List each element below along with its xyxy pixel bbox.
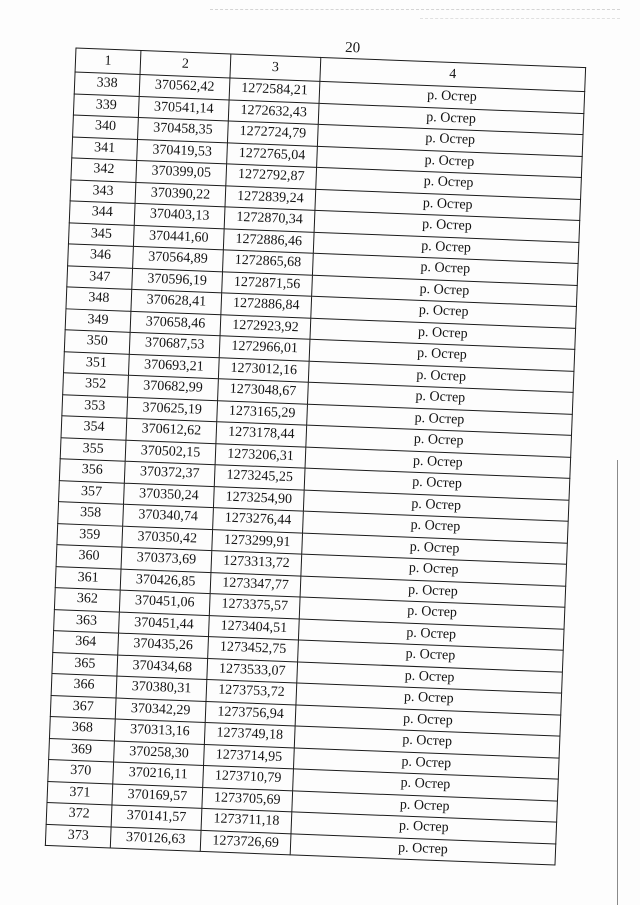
cell-col-1: 359	[57, 523, 123, 547]
cell-col-2: 370435,26	[118, 633, 209, 658]
cell-col-2: 370693,21	[128, 354, 219, 379]
cell-col-2: 370350,42	[122, 526, 213, 551]
cell-col-2: 370350,24	[124, 483, 215, 508]
cell-col-4: р. Остер	[302, 533, 568, 565]
cell-col-1: 358	[58, 502, 124, 526]
cell-col-3: 1273533,07	[207, 658, 298, 683]
cell-col-4: р. Остер	[291, 812, 557, 844]
cell-col-4: р. Остер	[290, 833, 556, 865]
cell-col-3: 1273705,69	[202, 787, 293, 812]
cell-col-1: 371	[47, 781, 113, 805]
cell-col-2: 370564,89	[133, 246, 224, 271]
cell-col-2: 370216,11	[113, 762, 204, 787]
cell-col-1: 342	[71, 158, 137, 182]
cell-col-4: р. Остер	[292, 790, 558, 822]
cell-col-4: р. Остер	[313, 232, 579, 264]
cell-col-3: 1273048,67	[218, 379, 309, 404]
cell-col-3: 1273749,18	[204, 722, 295, 747]
cell-col-4: р. Остер	[299, 597, 565, 629]
cell-col-2: 370441,60	[133, 225, 224, 250]
cell-col-1: 339	[73, 93, 139, 117]
cell-col-4: р. Остер	[308, 382, 574, 414]
cell-col-1: 367	[50, 695, 116, 719]
cell-col-1: 364	[53, 631, 119, 655]
cell-col-3: 1272584,21	[229, 78, 320, 103]
cell-col-3: 1272886,46	[223, 228, 314, 253]
cell-col-4: р. Остер	[309, 339, 575, 371]
cell-col-1: 372	[46, 802, 112, 826]
coordinates-table	[45, 48, 586, 866]
cell-col-1: 343	[70, 179, 136, 203]
cell-col-2: 370373,69	[121, 547, 212, 572]
cell-col-3: 1272871,56	[222, 271, 313, 296]
header-col-3: 3	[230, 54, 321, 81]
cell-col-1: 348	[66, 287, 132, 311]
cell-col-3: 1272923,92	[220, 314, 311, 339]
cell-col-3: 1273299,91	[212, 529, 303, 554]
header-col-4: 4	[320, 57, 586, 91]
cell-col-1: 357	[59, 480, 125, 504]
scan-edge-top-secondary	[420, 18, 620, 19]
cell-col-1: 340	[73, 115, 139, 139]
cell-col-2: 370596,19	[132, 268, 223, 293]
cell-col-2: 370390,22	[135, 182, 226, 207]
cell-col-1: 344	[69, 201, 135, 225]
cell-col-1: 355	[60, 437, 126, 461]
cell-col-4: р. Остер	[308, 361, 574, 393]
cell-col-3: 1272886,84	[221, 293, 312, 318]
cell-col-1: 354	[61, 416, 127, 440]
header-col-2: 2	[140, 51, 231, 78]
cell-col-4: р. Остер	[307, 404, 573, 436]
cell-col-2: 370451,06	[119, 590, 210, 615]
cell-col-1: 366	[51, 674, 117, 698]
cell-col-2: 370419,53	[137, 139, 228, 164]
cell-col-4: р. Остер	[318, 103, 584, 135]
cell-col-4: р. Остер	[293, 769, 559, 801]
cell-col-4: р. Остер	[305, 447, 571, 479]
cell-col-2: 370658,46	[130, 311, 221, 336]
cell-col-4: р. Остер	[298, 619, 564, 651]
cell-col-3: 1273710,79	[203, 765, 294, 790]
cell-col-2: 370141,57	[111, 805, 202, 830]
cell-col-4: р. Остер	[304, 468, 570, 500]
cell-col-4: р. Остер	[298, 640, 564, 672]
cell-col-1: 347	[67, 265, 133, 289]
cell-col-2: 370399,05	[136, 160, 227, 185]
header-col-1: 1	[75, 48, 141, 74]
scan-edge-right	[617, 460, 618, 905]
cell-col-4: р. Остер	[300, 576, 566, 608]
cell-col-2: 370169,57	[112, 783, 203, 808]
cell-col-2: 370342,29	[115, 698, 206, 723]
cell-col-2: 370434,68	[117, 655, 208, 680]
cell-col-3: 1273452,75	[208, 637, 299, 662]
cell-col-1: 353	[62, 394, 128, 418]
cell-col-2: 370625,19	[127, 397, 218, 422]
cell-col-1: 345	[68, 222, 134, 246]
cell-col-4: р. Остер	[315, 189, 581, 221]
cell-col-3: 1273206,31	[215, 443, 306, 468]
cell-col-4: р. Остер	[297, 661, 563, 693]
cell-col-1: 349	[65, 308, 131, 332]
cell-col-4: р. Остер	[294, 726, 560, 758]
cell-col-4: р. Остер	[303, 490, 569, 522]
cell-col-1: 373	[45, 824, 111, 848]
cell-col-2: 370451,44	[119, 612, 210, 637]
cell-col-3: 1273245,25	[214, 465, 305, 490]
cell-col-3: 1272865,68	[223, 250, 314, 275]
cell-col-1: 362	[54, 588, 120, 612]
cell-col-4: р. Остер	[293, 747, 559, 779]
cell-col-2: 370612,62	[126, 418, 217, 443]
cell-col-3: 1273276,44	[213, 508, 304, 533]
cell-col-4: р. Остер	[319, 81, 585, 113]
cell-col-2: 370458,35	[138, 117, 229, 142]
cell-col-1: 338	[74, 72, 140, 96]
cell-col-3: 1273714,95	[204, 744, 295, 769]
cell-col-2: 370687,53	[129, 332, 220, 357]
cell-col-1: 365	[52, 652, 118, 676]
cell-col-2: 370562,42	[139, 75, 230, 100]
cell-col-2: 370502,15	[125, 440, 216, 465]
cell-col-3: 1273313,72	[211, 551, 302, 576]
cell-col-3: 1273178,44	[216, 422, 307, 447]
cell-col-3: 1273347,77	[210, 572, 301, 597]
cell-col-3: 1273753,72	[206, 680, 297, 705]
page-number: 20	[344, 39, 361, 57]
cell-col-3: 1273254,90	[213, 486, 304, 511]
cell-col-1: 352	[63, 373, 129, 397]
cell-col-3: 1273165,29	[217, 400, 308, 425]
cell-col-4: р. Остер	[312, 275, 578, 307]
cell-col-1: 346	[68, 244, 134, 268]
cell-col-1: 370	[48, 759, 114, 783]
cell-col-4: р. Остер	[311, 296, 577, 328]
cell-col-4: р. Остер	[306, 425, 572, 457]
cell-col-1: 356	[59, 459, 125, 483]
cell-col-2: 370426,85	[120, 569, 211, 594]
cell-col-1: 369	[49, 738, 115, 762]
cell-col-4: р. Остер	[303, 511, 569, 543]
cell-col-3: 1273012,16	[218, 357, 309, 382]
cell-col-2: 370628,41	[131, 289, 222, 314]
cell-col-4: р. Остер	[296, 683, 562, 715]
cell-col-4: р. Остер	[317, 124, 583, 156]
cell-col-2: 370541,14	[138, 96, 229, 121]
cell-col-4: р. Остер	[301, 554, 567, 586]
cell-col-2: 370682,99	[128, 375, 219, 400]
cell-col-2: 370380,31	[116, 676, 207, 701]
cell-col-1: 351	[64, 351, 130, 375]
cell-col-2: 370340,74	[123, 504, 214, 529]
cell-col-3: 1273375,57	[209, 594, 300, 619]
cell-col-3: 1272632,43	[228, 99, 319, 124]
cell-col-3: 1272839,24	[225, 185, 316, 210]
cell-col-2: 370372,37	[124, 461, 215, 486]
document-page	[45, 39, 585, 865]
cell-col-3: 1273404,51	[208, 615, 299, 640]
cell-col-2: 370258,30	[114, 741, 205, 766]
cell-col-3: 1273756,94	[205, 701, 296, 726]
cell-col-4: р. Остер	[310, 318, 576, 350]
cell-col-4: р. Остер	[317, 146, 583, 178]
cell-col-1: 368	[49, 717, 115, 741]
cell-col-4: р. Остер	[316, 167, 582, 199]
cell-col-2: 370403,13	[134, 203, 225, 228]
cell-col-2: 370313,16	[114, 719, 205, 744]
scan-edge-top	[210, 9, 620, 10]
cell-col-3: 1272792,87	[226, 164, 317, 189]
cell-col-3: 1273711,18	[201, 808, 292, 833]
cell-col-2: 370126,63	[110, 826, 201, 851]
cell-col-4: р. Остер	[314, 210, 580, 242]
cell-col-3: 1272870,34	[224, 207, 315, 232]
cell-col-1: 341	[72, 136, 138, 160]
cell-col-4: р. Остер	[312, 253, 578, 285]
cell-col-1: 350	[64, 330, 130, 354]
cell-col-1: 360	[56, 545, 122, 569]
cell-col-3: 1272765,04	[227, 142, 318, 167]
cell-col-3: 1272724,79	[227, 121, 318, 146]
cell-col-1: 363	[54, 609, 120, 633]
cell-col-3: 1272966,01	[219, 336, 310, 361]
cell-col-3: 1273726,69	[200, 830, 291, 855]
cell-col-1: 361	[55, 566, 121, 590]
cell-col-4: р. Остер	[295, 704, 561, 736]
